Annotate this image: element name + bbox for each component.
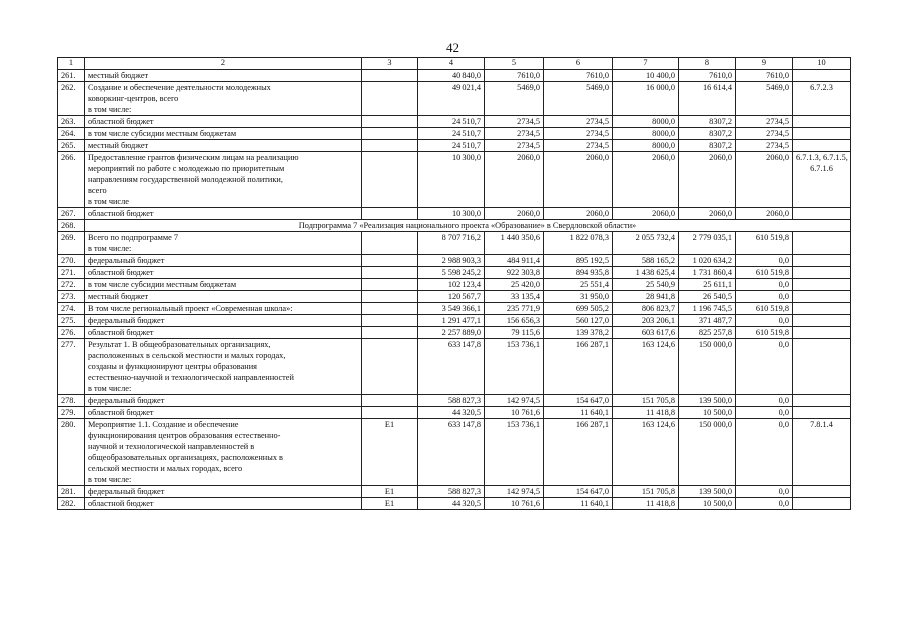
- row-description: [85, 128, 362, 140]
- amount-cell: 633 147,8: [418, 339, 485, 395]
- row-description: [85, 152, 362, 208]
- amount-cell: 0,0: [736, 419, 793, 486]
- target-reference: [793, 82, 851, 116]
- amount-cell: 7610,0: [736, 70, 793, 82]
- target-reference: [793, 279, 851, 291]
- row-description: [85, 407, 362, 419]
- row-description: [85, 291, 362, 303]
- table-row: [58, 303, 851, 315]
- row-number: 264.: [58, 128, 85, 140]
- description-line: мероприятий по работе с молодежью по приоритетным: [88, 164, 285, 173]
- amount-cell: 1 196 745,5: [679, 303, 736, 315]
- amount-cell: 139 500,0: [679, 486, 736, 498]
- amount-cell: 8307,2: [679, 116, 736, 128]
- amount-cell: 31 950,0: [544, 291, 613, 303]
- amount-cell: 2734,5: [485, 128, 544, 140]
- amount-cell: 2734,5: [736, 116, 793, 128]
- description-line: Создание и обеспечение деятельности молодежных: [88, 83, 271, 92]
- column-header: 5: [485, 58, 544, 70]
- amount-cell: 894 935,8: [544, 267, 613, 279]
- table-row: [58, 339, 851, 395]
- amount-cell: 2060,0: [679, 152, 736, 208]
- description-line: в том числе:: [88, 475, 132, 484]
- target-reference: [793, 152, 851, 208]
- description-line: Мероприятие 1.1. Создание и обеспечение: [88, 420, 239, 429]
- column-header: 9: [736, 58, 793, 70]
- amount-cell: 610 519,8: [736, 267, 793, 279]
- row-description: [85, 327, 362, 339]
- amount-cell: 8307,2: [679, 128, 736, 140]
- amount-cell: 150 000,0: [679, 339, 736, 395]
- budget-code: [362, 339, 418, 395]
- amount-cell: 166 287,1: [544, 339, 613, 395]
- table-row: [58, 291, 851, 303]
- amount-cell: 163 124,6: [613, 419, 679, 486]
- reference-line: 6.7.2.3: [810, 83, 833, 92]
- amount-cell: 203 206,1: [613, 315, 679, 327]
- amount-cell: 44 320,5: [418, 498, 485, 510]
- amount-cell: 139 378,2: [544, 327, 613, 339]
- target-reference: [793, 486, 851, 498]
- table-row: [58, 208, 851, 220]
- amount-cell: 11 418,8: [613, 407, 679, 419]
- amount-cell: 151 705,8: [613, 486, 679, 498]
- row-number: 278.: [58, 395, 85, 407]
- amount-cell: 163 124,6: [613, 339, 679, 395]
- amount-cell: 610 519,8: [736, 232, 793, 255]
- amount-cell: 603 617,6: [613, 327, 679, 339]
- row-number: 270.: [58, 255, 85, 267]
- amount-cell: 11 640,1: [544, 407, 613, 419]
- amount-cell: 2734,5: [485, 140, 544, 152]
- row-number: 277.: [58, 339, 85, 395]
- budget-code: [362, 267, 418, 279]
- amount-cell: 8307,2: [679, 140, 736, 152]
- amount-cell: 2 988 903,3: [418, 255, 485, 267]
- amount-cell: 0,0: [736, 486, 793, 498]
- column-header: 2: [85, 58, 362, 70]
- row-description: [85, 419, 362, 486]
- description-line: в том числе: [88, 197, 129, 206]
- amount-cell: 26 540,5: [679, 291, 736, 303]
- amount-cell: 560 127,0: [544, 315, 613, 327]
- amount-cell: 8 707 716,2: [418, 232, 485, 255]
- amount-cell: 484 911,4: [485, 255, 544, 267]
- amount-cell: 588 827,3: [418, 395, 485, 407]
- amount-cell: 588 165,2: [613, 255, 679, 267]
- column-header: 8: [679, 58, 736, 70]
- description-line: всего: [88, 186, 107, 195]
- column-header: 7: [613, 58, 679, 70]
- amount-cell: 5469,0: [736, 82, 793, 116]
- amount-cell: 895 192,5: [544, 255, 613, 267]
- target-reference: [793, 255, 851, 267]
- target-reference: [793, 140, 851, 152]
- amount-cell: 40 840,0: [418, 70, 485, 82]
- budget-code: E1: [362, 498, 418, 510]
- budget-code: [362, 82, 418, 116]
- target-reference: [793, 116, 851, 128]
- row-description: [85, 116, 362, 128]
- amount-cell: 10 500,0: [679, 407, 736, 419]
- row-number: 262.: [58, 82, 85, 116]
- target-reference: [793, 208, 851, 220]
- description-line: Результат 1. В общеобразовательных организациях,: [88, 340, 271, 349]
- table-row: [58, 419, 851, 486]
- description-line: федеральный бюджет: [88, 396, 165, 405]
- amount-cell: 610 519,8: [736, 327, 793, 339]
- row-number: 276.: [58, 327, 85, 339]
- row-description: [85, 267, 362, 279]
- amount-cell: 2734,5: [544, 140, 613, 152]
- amount-cell: 371 487,7: [679, 315, 736, 327]
- row-number: 280.: [58, 419, 85, 486]
- description-line: коворкинг-центров, всего: [88, 94, 179, 103]
- amount-cell: 633 147,8: [418, 419, 485, 486]
- description-line: федеральный бюджет: [88, 316, 165, 325]
- amount-cell: 2060,0: [485, 208, 544, 220]
- table-row: [58, 128, 851, 140]
- column-header: 6: [544, 58, 613, 70]
- amount-cell: 150 000,0: [679, 419, 736, 486]
- amount-cell: 8000,0: [613, 128, 679, 140]
- target-reference: [793, 419, 851, 486]
- amount-cell: 166 287,1: [544, 419, 613, 486]
- amount-cell: 1 731 860,4: [679, 267, 736, 279]
- table-body: [58, 58, 851, 510]
- amount-cell: 0,0: [736, 315, 793, 327]
- amount-cell: 154 647,0: [544, 486, 613, 498]
- table-row: [58, 395, 851, 407]
- description-line: естественно-научной и технологической направленностей: [88, 373, 294, 382]
- row-description: [85, 303, 362, 315]
- amount-cell: 1 291 477,1: [418, 315, 485, 327]
- amount-cell: 0,0: [736, 395, 793, 407]
- amount-cell: 154 647,0: [544, 395, 613, 407]
- budget-code: [362, 395, 418, 407]
- row-description: [85, 140, 362, 152]
- amount-cell: 0,0: [736, 407, 793, 419]
- row-number: 267.: [58, 208, 85, 220]
- amount-cell: 25 420,0: [485, 279, 544, 291]
- table-header-row: [58, 58, 851, 70]
- target-reference: [793, 407, 851, 419]
- amount-cell: 2060,0: [544, 208, 613, 220]
- row-description: [85, 82, 362, 116]
- table-row: [58, 279, 851, 291]
- table-row: [58, 82, 851, 116]
- amount-cell: 49 021,4: [418, 82, 485, 116]
- amount-cell: 922 303,8: [485, 267, 544, 279]
- description-line: общеобразовательных организациях, расположенных в: [88, 453, 283, 462]
- amount-cell: 2734,5: [544, 128, 613, 140]
- description-line: областной бюджет: [88, 408, 154, 417]
- budget-code: [362, 232, 418, 255]
- budget-table: [57, 57, 851, 510]
- amount-cell: 142 974,5: [485, 395, 544, 407]
- table-row: [58, 220, 851, 232]
- table-row: [58, 70, 851, 82]
- amount-cell: 11 640,1: [544, 498, 613, 510]
- row-description: [85, 255, 362, 267]
- budget-code: [362, 315, 418, 327]
- description-line: научной и технологической направленностей в: [88, 442, 255, 451]
- row-description: [85, 208, 362, 220]
- row-number: 275.: [58, 315, 85, 327]
- column-header: 1: [58, 58, 85, 70]
- amount-cell: 120 567,7: [418, 291, 485, 303]
- row-number: 272.: [58, 279, 85, 291]
- row-number: 279.: [58, 407, 85, 419]
- amount-cell: 10 400,0: [613, 70, 679, 82]
- table-row: [58, 232, 851, 255]
- row-description: [85, 395, 362, 407]
- reference-line: 7.8.1.4: [810, 420, 833, 429]
- budget-code: [362, 70, 418, 82]
- amount-cell: 2060,0: [736, 208, 793, 220]
- table-row: [58, 267, 851, 279]
- row-number: 261.: [58, 70, 85, 82]
- column-header: 10: [793, 58, 851, 70]
- row-description: [85, 279, 362, 291]
- budget-code: [362, 128, 418, 140]
- budget-code: [362, 208, 418, 220]
- amount-cell: 10 761,6: [485, 498, 544, 510]
- row-description: [85, 232, 362, 255]
- row-number: 274.: [58, 303, 85, 315]
- amount-cell: 0,0: [736, 255, 793, 267]
- amount-cell: 235 771,9: [485, 303, 544, 315]
- amount-cell: 10 761,6: [485, 407, 544, 419]
- amount-cell: 7610,0: [544, 70, 613, 82]
- amount-cell: 806 823,7: [613, 303, 679, 315]
- amount-cell: 24 510,7: [418, 140, 485, 152]
- amount-cell: 25 551,4: [544, 279, 613, 291]
- amount-cell: 1 440 350,6: [485, 232, 544, 255]
- budget-code: [362, 152, 418, 208]
- target-reference: [793, 232, 851, 255]
- subprogram-heading: Подпрограмма 7 «Реализация национального проекта «Образование» в Свердловской области»: [85, 220, 851, 232]
- description-line: местный бюджет: [88, 292, 149, 301]
- description-line: местный бюджет: [88, 71, 149, 80]
- table-row: [58, 327, 851, 339]
- description-line: федеральный бюджет: [88, 487, 165, 496]
- amount-cell: 156 656,3: [485, 315, 544, 327]
- amount-cell: 0,0: [736, 339, 793, 395]
- table-row: [58, 486, 851, 498]
- table-row: [58, 140, 851, 152]
- row-description: [85, 315, 362, 327]
- description-line: в том числе субсидии местным бюджетам: [88, 280, 237, 289]
- description-line: Предоставление грантов физическим лицам на реализацию: [88, 153, 299, 162]
- amount-cell: 10 300,0: [418, 208, 485, 220]
- amount-cell: 142 974,5: [485, 486, 544, 498]
- amount-cell: 0,0: [736, 498, 793, 510]
- budget-code: [362, 407, 418, 419]
- amount-cell: 2734,5: [736, 140, 793, 152]
- table-row: [58, 498, 851, 510]
- amount-cell: 2060,0: [544, 152, 613, 208]
- amount-cell: 79 115,6: [485, 327, 544, 339]
- amount-cell: 2734,5: [736, 128, 793, 140]
- amount-cell: 25 540,9: [613, 279, 679, 291]
- amount-cell: 5 598 245,2: [418, 267, 485, 279]
- amount-cell: 0,0: [736, 279, 793, 291]
- row-number: 269.: [58, 232, 85, 255]
- amount-cell: 588 827,3: [418, 486, 485, 498]
- amount-cell: 2 779 035,1: [679, 232, 736, 255]
- amount-cell: 2060,0: [613, 208, 679, 220]
- amount-cell: 16 000,0: [613, 82, 679, 116]
- description-line: сельской местности и малых городах, всего: [88, 464, 243, 473]
- amount-cell: 2060,0: [613, 152, 679, 208]
- description-line: расположенных в сельской местности и малых городах,: [88, 351, 286, 360]
- amount-cell: 24 510,7: [418, 116, 485, 128]
- budget-code: [362, 255, 418, 267]
- amount-cell: 610 519,8: [736, 303, 793, 315]
- amount-cell: 33 135,4: [485, 291, 544, 303]
- table-row: [58, 152, 851, 208]
- amount-cell: 10 500,0: [679, 498, 736, 510]
- budget-code: [362, 303, 418, 315]
- budget-code: [362, 291, 418, 303]
- row-number: 273.: [58, 291, 85, 303]
- amount-cell: 2 055 732,4: [613, 232, 679, 255]
- column-header: 3: [362, 58, 418, 70]
- amount-cell: 0,0: [736, 291, 793, 303]
- table-row: [58, 315, 851, 327]
- row-number: 282.: [58, 498, 85, 510]
- amount-cell: 153 736,1: [485, 419, 544, 486]
- description-line: направлениям государственной молодежной политики,: [88, 175, 283, 184]
- target-reference: [793, 303, 851, 315]
- amount-cell: 28 941,8: [613, 291, 679, 303]
- amount-cell: 2 257 889,0: [418, 327, 485, 339]
- amount-cell: 7610,0: [679, 70, 736, 82]
- description-line: В том числе региональный проект «Современная школа»:: [88, 304, 293, 313]
- budget-code: E1: [362, 486, 418, 498]
- target-reference: [793, 315, 851, 327]
- description-line: областной бюджет: [88, 209, 154, 218]
- row-number: 266.: [58, 152, 85, 208]
- description-line: областной бюджет: [88, 499, 154, 508]
- description-line: местный бюджет: [88, 141, 149, 150]
- target-reference: [793, 291, 851, 303]
- description-line: в том числе:: [88, 384, 132, 393]
- reference-line: 6.7.1.3, 6.7.1.5,: [796, 153, 848, 162]
- description-line: в том числе:: [88, 244, 132, 253]
- target-reference: [793, 339, 851, 395]
- amount-cell: 2060,0: [736, 152, 793, 208]
- budget-code: [362, 116, 418, 128]
- description-line: функционирования центров образования естественно-: [88, 431, 281, 440]
- amount-cell: 5469,0: [544, 82, 613, 116]
- row-number: 263.: [58, 116, 85, 128]
- amount-cell: 8000,0: [613, 116, 679, 128]
- table-row: [58, 407, 851, 419]
- amount-cell: 699 505,2: [544, 303, 613, 315]
- amount-cell: 10 300,0: [418, 152, 485, 208]
- description-line: федеральный бюджет: [88, 256, 165, 265]
- amount-cell: 2734,5: [544, 116, 613, 128]
- target-reference: [793, 128, 851, 140]
- column-header: 4: [418, 58, 485, 70]
- amount-cell: 7610,0: [485, 70, 544, 82]
- description-line: областной бюджет: [88, 268, 154, 277]
- amount-cell: 2060,0: [485, 152, 544, 208]
- budget-code: [362, 327, 418, 339]
- amount-cell: 16 614,4: [679, 82, 736, 116]
- amount-cell: 24 510,7: [418, 128, 485, 140]
- budget-code: E1: [362, 419, 418, 486]
- amount-cell: 139 500,0: [679, 395, 736, 407]
- amount-cell: 1 020 634,2: [679, 255, 736, 267]
- amount-cell: 25 611,1: [679, 279, 736, 291]
- amount-cell: 102 123,4: [418, 279, 485, 291]
- row-number: 281.: [58, 486, 85, 498]
- amount-cell: 8000,0: [613, 140, 679, 152]
- row-description: [85, 339, 362, 395]
- target-reference: [793, 327, 851, 339]
- target-reference: [793, 395, 851, 407]
- target-reference: [793, 498, 851, 510]
- target-reference: [793, 70, 851, 82]
- target-reference: [793, 267, 851, 279]
- amount-cell: 5469,0: [485, 82, 544, 116]
- amount-cell: 2734,5: [485, 116, 544, 128]
- row-description: [85, 486, 362, 498]
- description-line: областной бюджет: [88, 117, 154, 126]
- description-line: созданы и функционируют центры образования: [88, 362, 257, 371]
- amount-cell: 1 438 625,4: [613, 267, 679, 279]
- budget-code: [362, 279, 418, 291]
- description-line: в том числе:: [88, 105, 132, 114]
- row-number: 268.: [58, 220, 85, 232]
- table-row: [58, 116, 851, 128]
- amount-cell: 153 736,1: [485, 339, 544, 395]
- description-line: областной бюджет: [88, 328, 154, 337]
- amount-cell: 3 549 366,1: [418, 303, 485, 315]
- amount-cell: 44 320,5: [418, 407, 485, 419]
- amount-cell: 11 418,8: [613, 498, 679, 510]
- row-number: 271.: [58, 267, 85, 279]
- row-description: [85, 498, 362, 510]
- amount-cell: 151 705,8: [613, 395, 679, 407]
- amount-cell: 825 257,8: [679, 327, 736, 339]
- amount-cell: 1 822 078,3: [544, 232, 613, 255]
- row-number: 265.: [58, 140, 85, 152]
- row-description: [85, 70, 362, 82]
- amount-cell: 2060,0: [679, 208, 736, 220]
- page-number: 42: [446, 40, 459, 55]
- reference-line: 6.7.1.6: [810, 164, 833, 173]
- description-line: Всего по подпрограмме 7: [88, 233, 179, 242]
- budget-code: [362, 140, 418, 152]
- description-line: в том числе субсидии местным бюджетам: [88, 129, 237, 138]
- table-row: [58, 255, 851, 267]
